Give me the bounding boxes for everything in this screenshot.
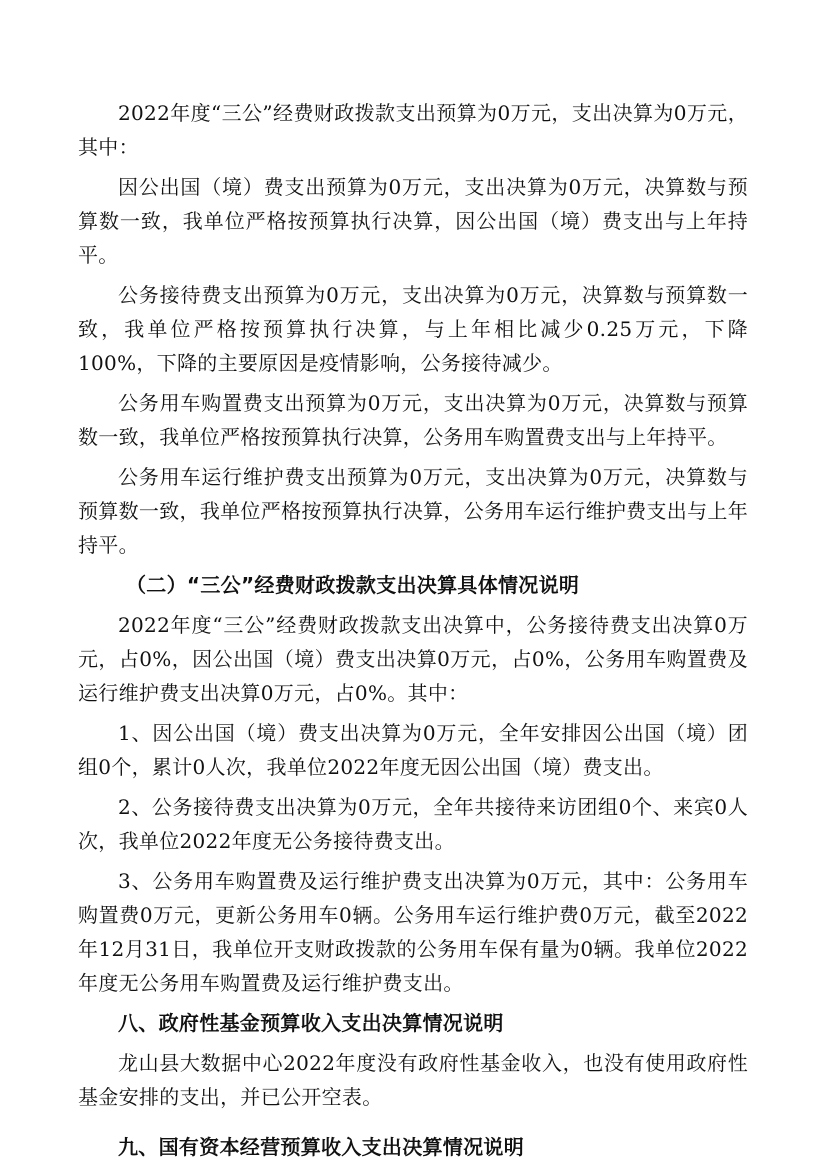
heading-section-9: 九、国有资本经营预算收入支出决算情况说明 (118, 1135, 524, 1159)
section-gap (78, 1120, 748, 1130)
paragraph-government-fund: 龙山县大数据中心2022年度没有政府性基金收入，也没有使用政府性基金安排的支出，并已公开空表。 (78, 1051, 748, 1109)
paragraph-overseas-travel: 因公出国（境）费支出预算为0万元，支出决算为0万元，决算数与预算数一致，我单位严格按预算执行决算，因公出国（境）费支出与上年持平。 (78, 175, 748, 267)
paragraph-vehicle-maintenance: 公务用车运行维护费支出预算为0万元，支出决算为0万元，决算数与预算数一致，我单位严格按预算执行决算，公务用车运行维护费支出与上年持平。 (78, 465, 748, 557)
paragraph-item-2: 2、公务接待费支出决算为0万元，全年共接待来访团组0个、来宾0人次，我单位2022年度无公务接待费支出。 (78, 795, 748, 853)
paragraph-reception: 公务接待费支出预算为0万元，支出决算为0万元，决算数与预算数一致，我单位严格按预算执行决算，与上年相比减少0.25万元，下降100%，下降的主要原因是疫情影响，公务接待减少。 (78, 283, 748, 375)
subheading-sangong-details: （二）“三公”经费财政拨款支出决算具体情况说明 (126, 573, 580, 597)
heading-section-8: 八、政府性基金预算收入支出决算情况说明 (118, 1011, 504, 1035)
paragraph-item-1: 1、因公出国（境）费支出决算为0万元，全年安排因公出国（境）团组0个，累计0人次，我单位2022年度无因公出国（境）费支出。 (78, 721, 748, 779)
paragraph-sangong-budget: 2022年度“三公”经费财政拨款支出预算为0万元，支出决算为0万元，其中： (78, 101, 748, 159)
paragraph-item-3: 3、公务用车购置费及运行维护费支出决算为0万元，其中：公务用车购置费0万元，更新公务用车0辆。公务用车运行维护费0万元，截至2022年12月31日，我单位开支财政拨款的公务用车保有量为0辆。我单位2022年度无公务用车购置费及运行维护费支出。 (78, 869, 748, 995)
paragraph-sangong-final: 2022年度“三公”经费财政拨款支出决算中，公务接待费支出决算0万元，占0%，因公出国（境）费支出决算0万元，占0%，公务用车购置费及运行维护费支出决算0万元，占0%。其中： (78, 613, 748, 705)
paragraph-vehicle-purchase: 公务用车购置费支出预算为0万元，支出决算为0万元，决算数与预算数一致，我单位严格按预算执行决算，公务用车购置费支出与上年持平。 (78, 391, 748, 449)
